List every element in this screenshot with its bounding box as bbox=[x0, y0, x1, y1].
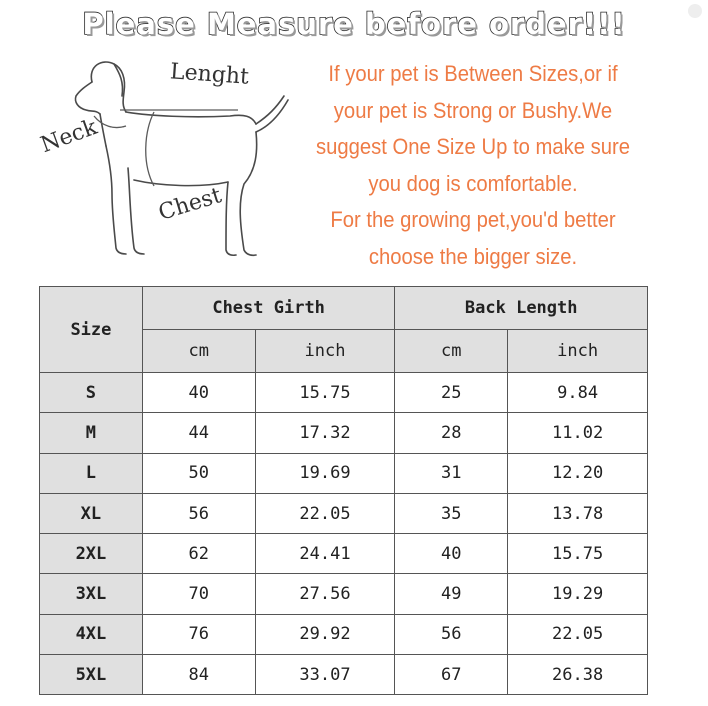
sizing-advice bbox=[316, 56, 631, 275]
table-row bbox=[40, 574, 648, 614]
size-cell: M bbox=[40, 413, 143, 453]
table-row bbox=[40, 534, 648, 574]
size-cell: S bbox=[40, 373, 143, 413]
chest-inch-cell: 19.69 bbox=[255, 453, 395, 493]
back-cm-cell: 28 bbox=[395, 413, 508, 453]
back-cm-cell: 56 bbox=[395, 614, 508, 654]
back-inch-cell: 11.02 bbox=[508, 413, 648, 453]
chest-inch-cell: 15.75 bbox=[255, 373, 395, 413]
chest-cm-cell: 56 bbox=[142, 493, 255, 533]
unit-header-inch: inch bbox=[255, 330, 395, 373]
table-row bbox=[40, 373, 648, 413]
chest-cm-cell: 50 bbox=[142, 453, 255, 493]
neck-label: Neck bbox=[37, 114, 101, 159]
back-inch-cell: 26.38 bbox=[508, 655, 648, 695]
back-length-header: Back Length bbox=[395, 287, 648, 330]
chest-girth-header: Chest Girth bbox=[142, 287, 395, 330]
unit-header-cm: cm bbox=[395, 330, 508, 373]
chest-cm-cell: 84 bbox=[142, 655, 255, 695]
table-row bbox=[40, 655, 648, 695]
back-inch-cell: 19.29 bbox=[508, 574, 648, 614]
chest-label: Chest bbox=[155, 183, 225, 226]
size-cell: 4XL bbox=[40, 614, 143, 654]
back-cm-cell: 35 bbox=[395, 493, 508, 533]
back-cm-cell: 49 bbox=[395, 574, 508, 614]
chest-cm-cell: 44 bbox=[142, 413, 255, 453]
size-cell: XL bbox=[40, 493, 143, 533]
chest-inch-cell: 29.92 bbox=[255, 614, 395, 654]
table-row bbox=[40, 493, 648, 533]
unit-header-inch: inch bbox=[508, 330, 648, 373]
table-row bbox=[40, 614, 648, 654]
chest-cm-cell: 76 bbox=[142, 614, 255, 654]
dog-outline-icon bbox=[30, 52, 300, 280]
back-inch-cell: 15.75 bbox=[508, 534, 648, 574]
advice-line: choose the bigger size. bbox=[368, 243, 578, 269]
table-row bbox=[40, 413, 648, 453]
length-label: Lenght bbox=[169, 59, 250, 90]
advice-line: suggest One Size Up to make sure bbox=[315, 134, 631, 159]
chest-cm-cell: 40 bbox=[142, 373, 255, 413]
dog-measurement-diagram bbox=[30, 52, 300, 280]
size-cell: 5XL bbox=[40, 655, 143, 695]
back-inch-cell: 13.78 bbox=[508, 493, 648, 533]
advice-line: If your pet is Between Sizes,or if bbox=[328, 61, 618, 86]
page-title: Please Measure before order!!! bbox=[82, 7, 626, 41]
back-cm-cell: 25 bbox=[395, 373, 508, 413]
corner-mark bbox=[688, 4, 702, 18]
chest-inch-cell: 24.41 bbox=[255, 534, 395, 574]
back-cm-cell: 31 bbox=[395, 453, 508, 493]
chest-inch-cell: 27.56 bbox=[255, 574, 395, 614]
back-cm-cell: 67 bbox=[395, 655, 508, 695]
size-cell: 3XL bbox=[40, 574, 143, 614]
chest-inch-cell: 22.05 bbox=[255, 493, 395, 533]
chest-inch-cell: 33.07 bbox=[255, 655, 395, 695]
size-cell: L bbox=[40, 453, 143, 493]
back-inch-cell: 9.84 bbox=[508, 373, 648, 413]
table-row bbox=[40, 453, 648, 493]
back-inch-cell: 22.05 bbox=[508, 614, 648, 654]
back-cm-cell: 40 bbox=[395, 534, 508, 574]
size-chart-table bbox=[39, 286, 648, 695]
size-cell: 2XL bbox=[40, 534, 143, 574]
back-inch-cell: 12.20 bbox=[508, 453, 648, 493]
chest-cm-cell: 62 bbox=[142, 534, 255, 574]
advice-line: For the growing pet,you'd better bbox=[330, 207, 616, 232]
advice-line: you dog is comfortable. bbox=[368, 170, 578, 196]
unit-header-cm: cm bbox=[142, 330, 255, 373]
advice-line: your pet is Strong or Bushy.We bbox=[333, 97, 613, 123]
size-header: Size bbox=[40, 287, 143, 373]
chest-cm-cell: 70 bbox=[142, 574, 255, 614]
chest-inch-cell: 17.32 bbox=[255, 413, 395, 453]
